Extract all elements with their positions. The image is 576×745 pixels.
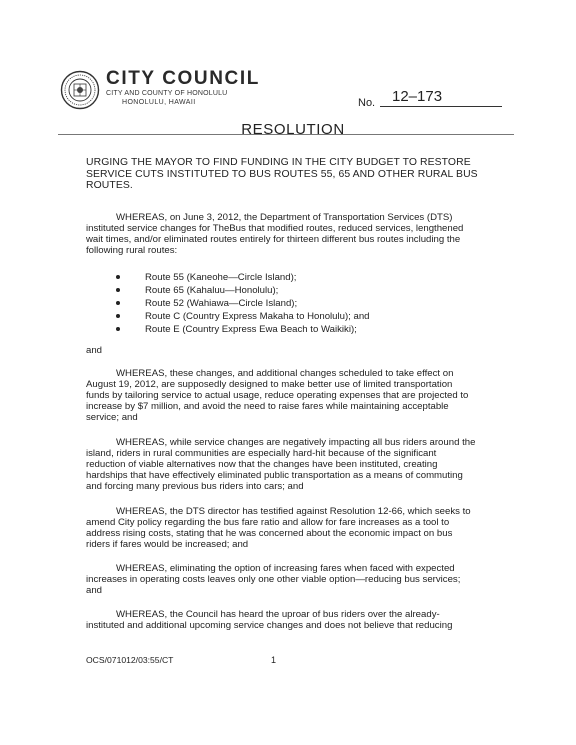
bullet-icon (116, 275, 120, 279)
bullet-icon (116, 301, 120, 305)
list-item (116, 324, 416, 337)
bullet-icon (116, 314, 120, 318)
city-seal-icon (60, 70, 100, 110)
list-item (116, 285, 416, 298)
council-title: CITY COUNCIL (106, 68, 260, 89)
document-code: OCS/071012/03:55/CT (86, 655, 174, 665)
conjunction-and: and (86, 345, 103, 356)
whereas-paragraph-4: WHEREAS, the DTS director has testified against Resolution 12-66, which seeks to amend City policy regarding the bus fare ratio and allow for fare increases as a tool to address rising costs, stating that he was concerned about the economic impact on bus riders if fares would be increased; and (86, 506, 471, 550)
council-subtitle: CITY AND COUNTY OF HONOLULU (106, 90, 228, 97)
route-item-label: Route C (Country Express Makaha to Honolulu); and (145, 311, 370, 322)
list-item (116, 272, 416, 285)
route-item-label: Route 55 (Kaneohe—Circle Island); (145, 272, 297, 283)
council-location: HONOLULU, HAWAII (122, 99, 196, 106)
document-heading (0, 121, 576, 138)
whereas-paragraph-2: WHEREAS, these changes, and additional changes scheduled to take effect on August 19, 2012, are supposedly designed to make better use of limited transportation funds by tailoring service to actual usage, reduce operating expenses that are projected to increase by $7 million, and avoid the need to raise fares while maintaining acceptable service; and (86, 368, 469, 423)
resolution-number: 12–173 (380, 88, 502, 107)
whereas-paragraph-5: WHEREAS, eliminating the option of increasing fares when faced with expected increases in operating costs leaves only one other viable option—reducing bus services; and (86, 563, 461, 596)
list-item (116, 298, 416, 311)
route-item-label: Route E (Country Express Ewa Beach to Waikiki); (145, 324, 357, 335)
whereas-paragraph-6: WHEREAS, the Council has heard the uproar of bus riders over the already-instituted and additional upcoming service changes and does not believe that reducing (86, 609, 453, 631)
route-list (116, 272, 416, 337)
whereas-paragraph-3: WHEREAS, while service changes are negatively impacting all bus riders around the island, riders in rural communities are especially hard-hit because of the significant reduction of viable alternatives now that the changes have been instituted, creating hardships that have effectively eliminated public transportation as a means of commuting and forcing many previous bus riders into cars; and (86, 437, 476, 492)
whereas-paragraph-1: WHEREAS, on June 3, 2012, the Department of Transportation Services (DTS) instituted service changes for TheBus that modified routes, reduced services, lengthened wait times, and/or eliminated routes entirely for thirteen different bus routes including the following rural routes: (86, 212, 464, 256)
list-item (116, 311, 416, 324)
bullet-icon (116, 327, 120, 331)
page-number: 1 (271, 655, 277, 665)
resolution-subject: URGING THE MAYOR TO FIND FUNDING IN THE CITY BUDGET TO RESTORE SERVICE CUTS INSTITUTED TO BUS ROUTES 55, 65 AND OTHER RURAL BUS ROUTES. (86, 157, 478, 191)
document-type: RESOLUTION (241, 121, 345, 138)
resolution-number-label: No. (358, 97, 376, 109)
route-item-label: Route 52 (Wahiawa—Circle Island); (145, 298, 298, 309)
route-item-label: Route 65 (Kahaluu—Honolulu); (145, 285, 279, 296)
bullet-icon (116, 288, 120, 292)
